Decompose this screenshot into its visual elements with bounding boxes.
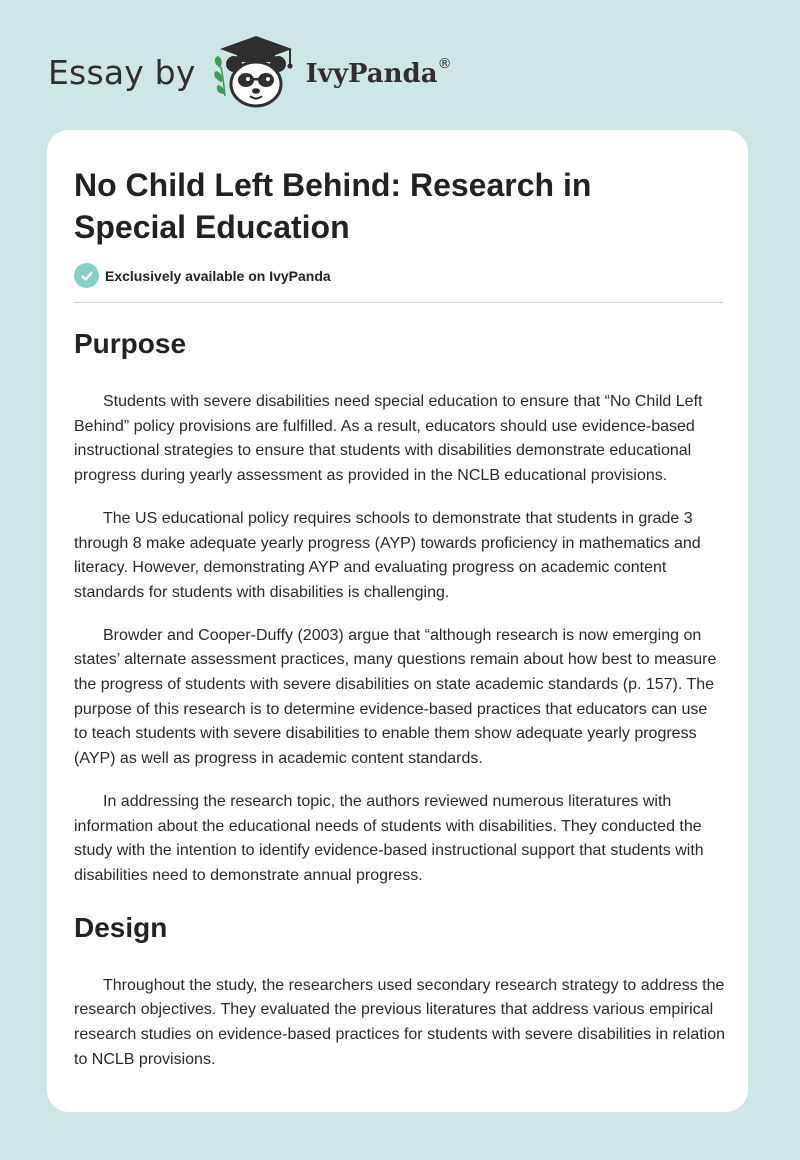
- brand-text: IvyPanda: [305, 59, 438, 89]
- check-icon: [74, 263, 99, 288]
- panda-logo-icon: [210, 34, 302, 110]
- section-heading-design: Design: [74, 911, 168, 943]
- divider: [74, 302, 723, 303]
- article-body: [74, 324, 725, 1072]
- section-heading-purpose: Purpose: [74, 328, 187, 359]
- paragraph: Students with severe disabilities need special education to ensure that “No Child Left Behind” policy provisions are fulfilled. As a result, educators should use evidence-based instructional strategies to ensure that students with disabilities demonstrate educational progress during yearly assessment as provided in the NCLB educational provisions.: [74, 393, 703, 485]
- brand-name: [305, 56, 452, 89]
- site-header: [48, 34, 452, 110]
- page-title: No Child Left Behind: Research in Special Education: [74, 167, 592, 245]
- paragraph: The US educational policy requires schools to demonstrate that students in grade 3 through 8 make adequate yearly progress (AYP) towards proficiency in mathematics and literacy. However, demonstrating AYP and evaluating progress on academic content standards for students with disabilities is challenging.: [74, 509, 701, 601]
- article-card: [47, 130, 748, 1112]
- paragraph: Browder and Cooper-Duffy (2003) argue that “although research is now emerging on states’ alternate assessment practices, many questions remain about how best to measure the progress of students with severe disabilities on state academic standards (p. 157). The purpose of this research is to determine evidence-based practices that educators can use to teach students with severe disabilities to enable them show adequate yearly progress (AYP) as well as progress in academic content standards.: [74, 626, 717, 768]
- registered-mark: ®: [437, 56, 452, 73]
- exclusive-badge: [74, 263, 331, 288]
- exclusive-badge-label: Exclusively available on IvyPanda: [105, 267, 331, 284]
- paragraph: In addressing the research topic, the authors reviewed numerous literatures with information about the educational needs of students with disabilities. They conducted the study with the intention to identify evidence-based instructional support that students with disabilities need to demonstrate annual progress.: [74, 792, 704, 884]
- ivy-leaf-icon: [214, 56, 225, 96]
- essay-by-label: Essay by: [48, 52, 196, 92]
- paragraph: Throughout the study, the researchers used secondary research strategy to address the research objectives. They evaluated the previous literatures that address various empirical research studies on evidence-based practices for students with severe disabilities in relation to NCLB provisions.: [74, 976, 726, 1068]
